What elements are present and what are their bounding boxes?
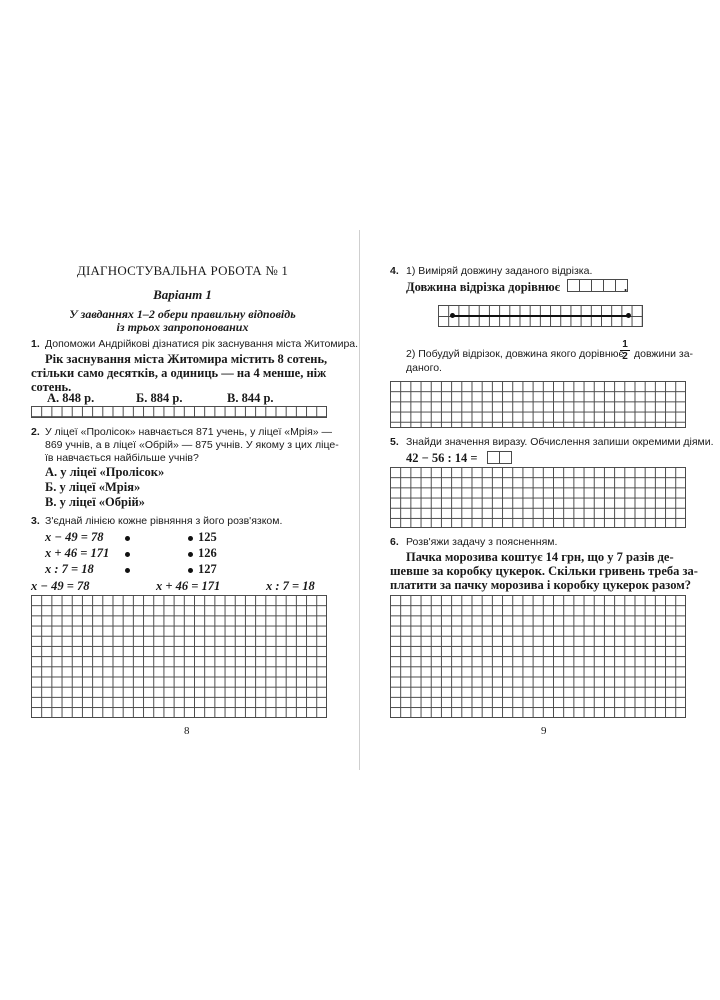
q4-number: 4. bbox=[390, 265, 399, 277]
q1-number: 1. bbox=[31, 338, 40, 350]
solution-3-dot[interactable] bbox=[188, 568, 193, 573]
q5-answer-grid[interactable] bbox=[390, 467, 686, 528]
variant-heading: Варіант 1 bbox=[153, 287, 212, 302]
q2-text-1: У ліцеї «Пролісок» навчається 871 учень, у ліцеї «Мрія» — bbox=[45, 426, 333, 438]
solution-1-dot[interactable] bbox=[188, 536, 193, 541]
q1-answer-grid[interactable] bbox=[31, 406, 327, 418]
instruction-line-2: із трьох запропонованих bbox=[116, 320, 249, 334]
q3-header-2: x + 46 = 171 bbox=[156, 579, 221, 593]
page-fold bbox=[359, 230, 360, 770]
q2-text-3: їв навчається найбільше учнів? bbox=[45, 452, 199, 464]
fraction-numerator: 1 bbox=[622, 339, 628, 350]
q2-option-a[interactable]: А. у ліцеї «Пролісок» bbox=[45, 465, 165, 479]
q1-text: Допоможи Андрійкові дізнатися рік заснування міста Житомира. bbox=[45, 338, 359, 350]
equation-2-dot[interactable] bbox=[125, 552, 130, 557]
q3-header-1: x − 49 = 78 bbox=[31, 579, 90, 593]
fraction-denominator: 2 bbox=[620, 350, 630, 362]
q4-answer-grid[interactable] bbox=[390, 381, 686, 428]
q3-equation-3: x : 7 = 18 bbox=[45, 562, 94, 576]
q3-answer-grid[interactable] bbox=[31, 595, 327, 718]
q3-solution-2: 126 bbox=[198, 546, 217, 560]
q3-solution-1: 125 bbox=[198, 530, 217, 544]
q4-part-2c: даного. bbox=[406, 362, 442, 374]
q5-text: Знайди значення виразу. Обчислення запиши окремими діями. bbox=[406, 436, 714, 448]
q1-option-b[interactable]: Б. 884 р. bbox=[136, 391, 183, 405]
equation-3-dot[interactable] bbox=[125, 568, 130, 573]
page-number-left: 8 bbox=[184, 725, 190, 737]
q3-equation-1: x − 49 = 78 bbox=[45, 530, 104, 544]
equation-1-dot[interactable] bbox=[125, 536, 130, 541]
fraction-one-half bbox=[620, 339, 630, 362]
q1-option-c[interactable]: В. 844 р. bbox=[227, 391, 274, 405]
q3-text: З'єднай лінією кожне рівняння з його розв'язком. bbox=[45, 515, 283, 527]
q2-option-c[interactable]: В. у ліцеї «Обрій» bbox=[45, 495, 145, 509]
q6-answer-grid[interactable] bbox=[390, 595, 686, 718]
q2-number: 2. bbox=[31, 426, 40, 438]
q6-body-1: Пачка морозива коштує 14 грн, що у 7 разів де- bbox=[406, 550, 674, 564]
q4-length-label: Довжина відрізка дорівнює bbox=[406, 280, 561, 294]
q2-option-b[interactable]: Б. у ліцеї «Мрія» bbox=[45, 480, 141, 494]
q6-body-2: шевше за коробку цукерок. Скільки гривень треба за- bbox=[390, 564, 698, 578]
solution-2-dot[interactable] bbox=[188, 552, 193, 557]
q1-body-3: сотень. bbox=[31, 380, 72, 394]
q2-text-2: 869 учнів, а в ліцеї «Обрій» — 875 учнів. У якому з цих ліце- bbox=[45, 439, 339, 451]
q1-body-1: Рік заснування міста Житомира містить 8 сотень, bbox=[45, 352, 328, 366]
q5-number: 5. bbox=[390, 436, 399, 448]
q4-part-2b: довжини за- bbox=[634, 348, 694, 360]
q5-answer-cells[interactable] bbox=[488, 451, 512, 464]
instruction-line-1: У завданнях 1–2 обери правильну відповідь bbox=[69, 307, 296, 321]
q4-length-answer-cells[interactable] bbox=[568, 279, 628, 292]
q4-part-2a: 2) Побудуй відрізок, довжина якого дорівнює bbox=[406, 348, 624, 360]
segment-start-point bbox=[450, 313, 455, 318]
q6-number: 6. bbox=[390, 536, 399, 548]
segment-end-point bbox=[626, 313, 631, 318]
q3-solution-3: 127 bbox=[198, 562, 217, 576]
q6-text: Розв'яжи задачу з поясненням. bbox=[406, 536, 558, 548]
q5-expression: 42 − 56 : 14 = bbox=[406, 451, 478, 465]
q3-header-3: x : 7 = 18 bbox=[266, 579, 315, 593]
q4-part-1: 1) Виміряй довжину заданого відрізка. bbox=[406, 265, 593, 277]
page-title: ДІАГНОСТУВАЛЬНА РОБОТА № 1 bbox=[76, 263, 289, 278]
measured-segment bbox=[452, 315, 628, 317]
q1-option-a[interactable]: А. 848 р. bbox=[47, 391, 95, 405]
period-mark: . bbox=[624, 280, 628, 294]
q1-body-2: стільки само десятків, а одиниць — на 4 менше, ніж bbox=[31, 366, 327, 380]
q3-number: 3. bbox=[31, 515, 40, 527]
q3-equation-2: x + 46 = 171 bbox=[45, 546, 110, 560]
page-number-right: 9 bbox=[541, 725, 547, 737]
q6-body-3: платити за пачку морозива і коробку цукерок разом? bbox=[390, 578, 691, 592]
